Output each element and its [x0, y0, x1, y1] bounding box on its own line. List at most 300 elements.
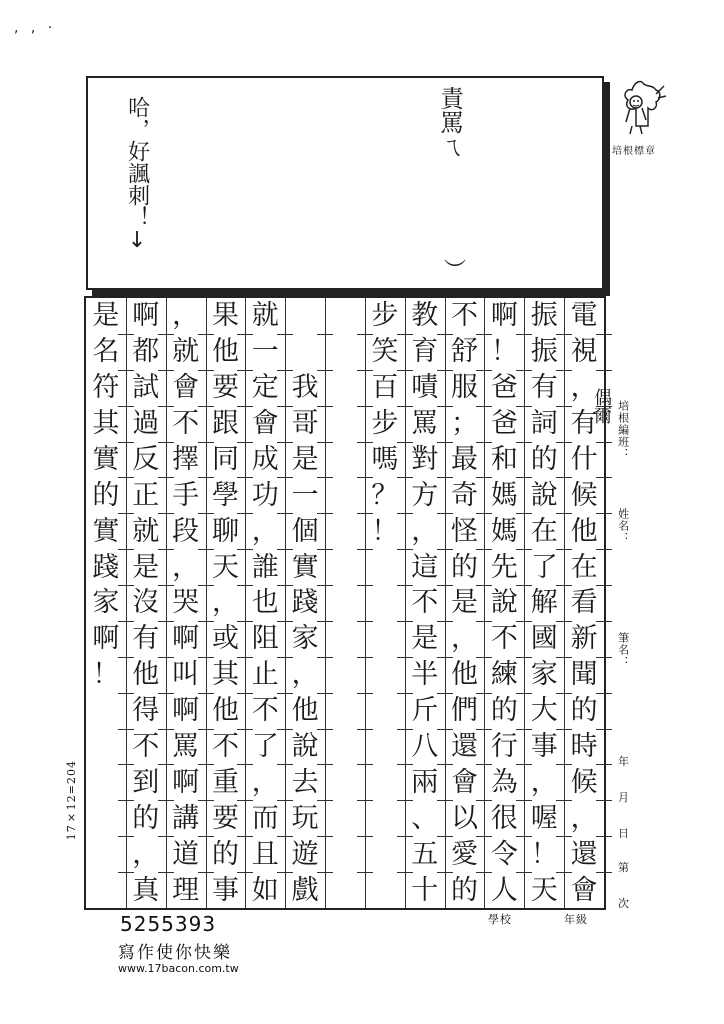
row-tick — [397, 442, 413, 443]
grid-cell: 還 — [570, 838, 598, 870]
grid-cell: 啊 — [172, 695, 200, 727]
row-tick — [317, 334, 333, 335]
grid-cell: 的 — [451, 551, 479, 583]
row-tick — [158, 872, 174, 873]
grid-cell: 怪 — [451, 515, 479, 547]
grid-cell — [86, 693, 126, 729]
row-tick — [476, 370, 492, 371]
row-tick — [118, 477, 134, 478]
grid-cell: 新 — [570, 623, 598, 655]
grid-cell — [325, 585, 365, 621]
row-tick — [397, 370, 413, 371]
row-tick — [516, 657, 532, 658]
row-tick — [277, 764, 293, 765]
row-tick — [158, 729, 174, 730]
grid-cell: 他 — [211, 336, 239, 368]
grid-cell: 啊 — [92, 623, 120, 655]
grid-cell: 道 — [172, 838, 200, 870]
grid-cell: 解 — [530, 587, 558, 619]
row-tick — [277, 836, 293, 837]
grid-cell: 實 — [92, 443, 120, 475]
grid-cell: 叫 — [172, 659, 200, 691]
grid-column — [524, 298, 564, 908]
row-tick — [437, 729, 453, 730]
grid-cell — [325, 298, 365, 334]
grid-cell — [365, 836, 405, 872]
grid-cell: ， — [411, 515, 439, 547]
grid-cell: ， — [570, 802, 598, 834]
column-divider — [285, 298, 286, 908]
grid-cell: 電 — [570, 300, 598, 332]
grid-cell: ， — [251, 766, 279, 798]
grid-cell — [325, 764, 365, 800]
grid-cell — [325, 442, 365, 478]
row-tick — [437, 585, 453, 586]
row-tick — [437, 370, 453, 371]
grid-cell: 同 — [211, 443, 239, 475]
grid-cell: 到 — [132, 766, 160, 798]
grid-cell: 而 — [251, 802, 279, 834]
row-tick — [317, 442, 333, 443]
row-tick — [158, 764, 174, 765]
grid-cell: 說 — [530, 479, 558, 511]
row-tick — [277, 477, 293, 478]
grid-cell: 育 — [411, 336, 439, 368]
row-tick — [158, 621, 174, 622]
grid-column — [126, 298, 166, 908]
class-label: 培根編班： — [616, 400, 630, 460]
row-tick — [317, 513, 333, 514]
row-tick — [118, 872, 134, 873]
grid-cell — [325, 406, 365, 442]
row-tick — [397, 657, 413, 658]
row-tick — [198, 800, 214, 801]
grid-cell: 其 — [211, 659, 239, 691]
grid-cell: 有 — [570, 408, 598, 440]
grid-cell: 和 — [490, 443, 518, 475]
pen-name-label: 筆名： — [616, 632, 630, 668]
grid-cell: 以 — [451, 802, 479, 834]
row-tick — [158, 370, 174, 371]
grid-cell: 振 — [530, 300, 558, 332]
grid-column — [325, 298, 365, 908]
grid-cell: 試 — [132, 372, 160, 404]
row-tick — [158, 334, 174, 335]
row-tick — [158, 836, 174, 837]
row-tick — [158, 585, 174, 586]
grid-cell: 或 — [211, 623, 239, 655]
grid-cell: 會 — [251, 408, 279, 440]
column-divider — [325, 298, 326, 908]
grid-cell: 阻 — [251, 623, 279, 655]
grid-cell — [285, 298, 325, 334]
grid-cell — [325, 872, 365, 908]
grid-cell: 說 — [490, 587, 518, 619]
grid-cell: 他 — [451, 659, 479, 691]
row-tick — [277, 872, 293, 873]
row-tick — [476, 477, 492, 478]
grid-cell — [325, 621, 365, 657]
row-tick — [237, 729, 253, 730]
grid-cell: 的 — [490, 695, 518, 727]
row-tick — [198, 370, 214, 371]
grid-cell: 有 — [530, 372, 558, 404]
column-divider — [524, 298, 525, 908]
grid-cell: 聊 — [211, 515, 239, 547]
row-tick — [596, 585, 612, 586]
grid-cell: 令 — [490, 838, 518, 870]
row-tick — [437, 836, 453, 837]
row-tick — [277, 442, 293, 443]
row-tick — [476, 836, 492, 837]
grid-cell: 為 — [490, 766, 518, 798]
row-tick — [198, 836, 214, 837]
grid-cell: 爸 — [490, 372, 518, 404]
row-tick — [596, 729, 612, 730]
grid-cell: 會 — [451, 766, 479, 798]
grid-cell — [325, 800, 365, 836]
row-tick — [556, 406, 572, 407]
grid-cell: 還 — [451, 731, 479, 763]
row-tick — [437, 693, 453, 694]
row-tick — [596, 657, 612, 658]
column-divider — [166, 298, 167, 908]
row-tick — [397, 872, 413, 873]
bacon-stamp-logo — [612, 78, 670, 142]
row-tick — [158, 442, 174, 443]
grid-cell — [325, 334, 365, 370]
row-tick — [357, 549, 373, 550]
row-tick — [277, 657, 293, 658]
row-tick — [556, 657, 572, 658]
grid-cell: ！ — [530, 838, 558, 870]
column-divider — [484, 298, 485, 908]
row-tick — [277, 585, 293, 586]
grid-cell: 啊 — [172, 623, 200, 655]
row-tick — [516, 693, 532, 694]
row-tick — [198, 764, 214, 765]
row-tick — [237, 513, 253, 514]
grid-cell: ， — [530, 766, 558, 798]
grid-cell: 遊 — [291, 838, 319, 870]
row-tick — [516, 549, 532, 550]
grid-size-label: 17×12=204 — [65, 760, 78, 841]
grid-cell: 會 — [570, 874, 598, 906]
row-tick — [277, 549, 293, 550]
grid-cell: 啊 — [132, 300, 160, 332]
row-tick — [476, 693, 492, 694]
row-tick — [198, 549, 214, 550]
grid-cell: 止 — [251, 659, 279, 691]
grid-cell: 定 — [251, 372, 279, 404]
row-tick — [516, 764, 532, 765]
grid-cell: 步 — [371, 300, 399, 332]
row-tick — [277, 406, 293, 407]
grid-cell: 的 — [92, 479, 120, 511]
grid-cell: 手 — [172, 479, 200, 511]
row-tick — [357, 585, 373, 586]
row-tick — [397, 621, 413, 622]
row-tick — [237, 477, 253, 478]
row-tick — [357, 693, 373, 694]
row-tick — [158, 693, 174, 694]
row-tick — [437, 549, 453, 550]
times-label: 次 — [618, 897, 630, 910]
grid-cell — [365, 585, 405, 621]
grid-cell — [365, 872, 405, 908]
row-tick — [118, 836, 134, 837]
month-label: 月 — [618, 791, 630, 804]
grid-cell: 是 — [411, 623, 439, 655]
row-tick — [556, 585, 572, 586]
row-tick — [476, 657, 492, 658]
row-tick — [317, 764, 333, 765]
row-tick — [118, 370, 134, 371]
grid-cell: 會 — [172, 372, 200, 404]
grid-cell: 不 — [132, 731, 160, 763]
row-tick — [437, 764, 453, 765]
row-tick — [476, 729, 492, 730]
grid-cell: 這 — [411, 551, 439, 583]
row-tick — [198, 585, 214, 586]
grid-cell: 時 — [570, 731, 598, 763]
row-tick — [476, 585, 492, 586]
row-tick — [118, 549, 134, 550]
grid-cell: 行 — [490, 731, 518, 763]
grid-cell: 罵 — [411, 408, 439, 440]
grid-cell: 學 — [211, 479, 239, 511]
row-tick — [198, 334, 214, 335]
grid-cell — [365, 693, 405, 729]
grid-cell — [325, 836, 365, 872]
row-tick — [118, 693, 134, 694]
row-tick — [596, 764, 612, 765]
row-tick — [198, 477, 214, 478]
grid-cell — [325, 513, 365, 549]
row-tick — [118, 585, 134, 586]
row-tick — [556, 442, 572, 443]
row-tick — [158, 477, 174, 478]
grid-cell: 去 — [291, 766, 319, 798]
grid-cell: 對 — [411, 443, 439, 475]
row-tick — [357, 836, 373, 837]
row-tick — [556, 872, 572, 873]
row-tick — [237, 442, 253, 443]
row-tick — [397, 334, 413, 335]
row-tick — [277, 513, 293, 514]
row-tick — [596, 549, 612, 550]
row-tick — [198, 621, 214, 622]
row-tick — [237, 693, 253, 694]
grid-cell: 了 — [530, 551, 558, 583]
grid-cell: 十 — [411, 874, 439, 906]
footer-slogan: 寫作使你快樂 — [118, 943, 232, 963]
row-tick — [317, 477, 333, 478]
grid-cell: 候 — [570, 479, 598, 511]
grid-cell: 功 — [251, 479, 279, 511]
grid-cell: 如 — [251, 874, 279, 906]
grid-cell — [86, 764, 126, 800]
row-tick — [118, 442, 134, 443]
grid-cell: 不 — [172, 408, 200, 440]
row-tick — [397, 513, 413, 514]
row-tick — [516, 442, 532, 443]
grid-cell: ， — [291, 659, 319, 691]
row-tick — [397, 836, 413, 837]
order-label: 第 — [618, 861, 630, 874]
grid-cell: 大 — [530, 695, 558, 727]
row-tick — [596, 370, 612, 371]
grid-cell: ， — [251, 515, 279, 547]
row-tick — [317, 370, 333, 371]
row-tick — [397, 477, 413, 478]
grid-cell: 是 — [92, 300, 120, 332]
grid-cell: 過 — [132, 408, 160, 440]
row-tick — [158, 800, 174, 801]
row-tick — [118, 657, 134, 658]
row-tick — [437, 334, 453, 335]
grid-cell: 先 — [490, 551, 518, 583]
row-tick — [357, 872, 373, 873]
row-tick — [317, 549, 333, 550]
row-tick — [556, 836, 572, 837]
row-tick — [596, 442, 612, 443]
grid-cell: 媽 — [490, 479, 518, 511]
grid-cell: 的 — [570, 695, 598, 727]
row-tick — [516, 836, 532, 837]
grid-cell: 半 — [411, 659, 439, 691]
grid-cell: 五 — [411, 838, 439, 870]
stamp-label: 培根標章 — [612, 146, 656, 157]
row-tick — [277, 729, 293, 730]
year-label: 年 — [618, 755, 630, 768]
row-tick — [317, 836, 333, 837]
corner-marks: , , · — [14, 20, 57, 36]
grid-cell: ？ — [371, 479, 399, 511]
row-tick — [397, 693, 413, 694]
grid-cell: 誰 — [251, 551, 279, 583]
grid-cell: 段 — [172, 515, 200, 547]
row-tick — [317, 800, 333, 801]
grid-cell — [325, 370, 365, 406]
grid-cell: ； — [451, 408, 479, 440]
grid-column — [365, 298, 405, 908]
row-tick — [516, 370, 532, 371]
grid-cell: 的 — [530, 443, 558, 475]
row-tick — [516, 872, 532, 873]
grid-cell: 且 — [251, 838, 279, 870]
row-tick — [556, 621, 572, 622]
row-tick — [118, 729, 134, 730]
day-label: 日 — [618, 827, 630, 840]
grid-cell: 國 — [530, 623, 558, 655]
row-tick — [476, 800, 492, 801]
grid-cell: 就 — [172, 336, 200, 368]
row-tick — [437, 800, 453, 801]
row-tick — [357, 513, 373, 514]
grid-cell: 看 — [570, 587, 598, 619]
grid-cell: 哥 — [291, 408, 319, 440]
row-tick — [476, 406, 492, 407]
grid-cell: 都 — [132, 336, 160, 368]
row-tick — [317, 621, 333, 622]
row-tick — [237, 800, 253, 801]
grid-cell: 笑 — [371, 336, 399, 368]
grid-cell: 事 — [530, 731, 558, 763]
grid-cell: 步 — [371, 408, 399, 440]
grid-column — [484, 298, 524, 908]
row-tick — [596, 836, 612, 837]
grid-cell: 正 — [132, 479, 160, 511]
grid-cell: ， — [211, 587, 239, 619]
row-tick — [596, 693, 612, 694]
grid-cell — [325, 549, 365, 585]
grid-cell: ， — [451, 623, 479, 655]
row-tick — [397, 764, 413, 765]
grid-cell: 振 — [530, 336, 558, 368]
grid-cell: 家 — [291, 623, 319, 655]
grid-cell — [325, 693, 365, 729]
row-tick — [556, 334, 572, 335]
grid-cell: 練 — [490, 659, 518, 691]
row-tick — [357, 334, 373, 335]
handwritten-class: 偶爾 — [591, 388, 612, 424]
grid-cell: ， — [172, 300, 200, 332]
grid-cell: 就 — [251, 300, 279, 332]
grid-cell: 了 — [251, 731, 279, 763]
row-tick — [357, 800, 373, 801]
row-tick — [596, 477, 612, 478]
grid-cell — [365, 657, 405, 693]
grid-cell: 就 — [132, 515, 160, 547]
grid-cell — [325, 477, 365, 513]
grid-cell: 真 — [132, 874, 160, 906]
row-tick — [556, 370, 572, 371]
row-tick — [397, 800, 413, 801]
row-tick — [397, 729, 413, 730]
grid-cell: 媽 — [490, 515, 518, 547]
row-tick — [516, 513, 532, 514]
row-tick — [118, 800, 134, 801]
grid-cell: 、 — [411, 802, 439, 834]
column-divider — [365, 298, 366, 908]
grid-cell: 戲 — [291, 874, 319, 906]
row-tick — [516, 729, 532, 730]
grid-cell: 得 — [132, 695, 160, 727]
bacon-stamp-icon — [612, 78, 670, 142]
row-tick — [357, 764, 373, 765]
row-tick — [437, 513, 453, 514]
grid-cell: 們 — [451, 695, 479, 727]
row-tick — [118, 621, 134, 622]
row-tick — [317, 406, 333, 407]
grid-cell: 在 — [530, 515, 558, 547]
grid-cell: 不 — [490, 623, 518, 655]
row-tick — [158, 406, 174, 407]
row-tick — [437, 872, 453, 873]
grid-cell: 有 — [132, 623, 160, 655]
grid-cell: 奇 — [451, 479, 479, 511]
grid-cell: 兩 — [411, 766, 439, 798]
row-tick — [198, 729, 214, 730]
row-tick — [516, 406, 532, 407]
row-tick — [237, 549, 253, 550]
grid-column — [245, 298, 285, 908]
grid-cell: 玩 — [291, 802, 319, 834]
grid-cell: 是 — [291, 443, 319, 475]
grid-column — [285, 298, 325, 908]
column-divider — [405, 298, 406, 908]
